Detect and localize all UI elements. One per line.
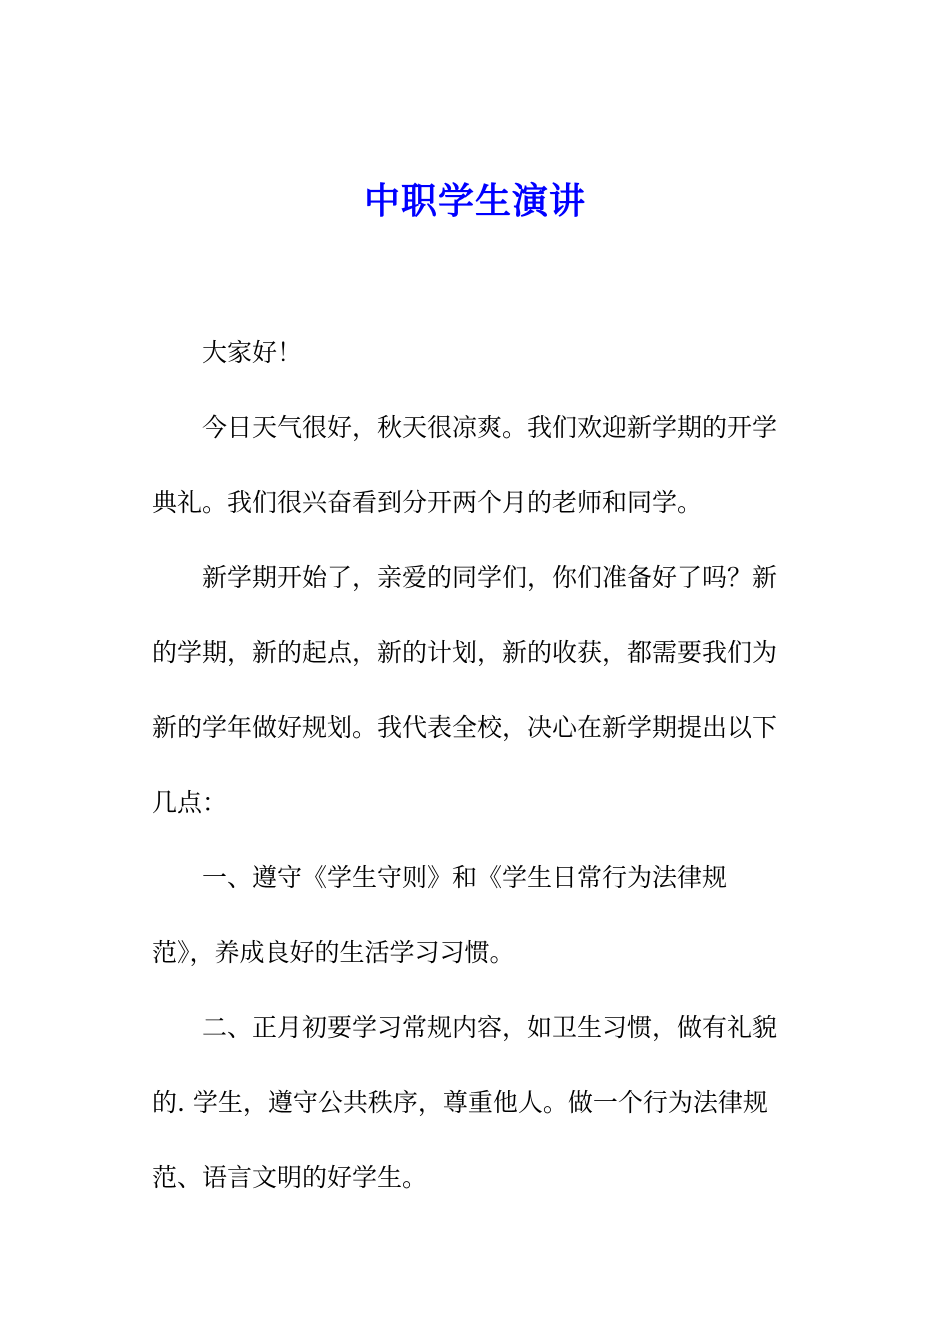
paragraph-line: 今日天气很好，秋天很凉爽。我们欢迎新学期的开学	[202, 413, 778, 442]
paragraph-line: 几点：	[152, 788, 228, 817]
paragraph-line: 典礼。我们很兴奋看到分开两个月的老师和同学。	[152, 488, 703, 517]
paragraph-line: 的. 学生，遵守公共秩序，尊重他人。做一个行为法律规	[152, 1088, 768, 1117]
paragraph-line: 二、正月初要学习常规内容，如卫生习惯，做有礼貌	[202, 1013, 778, 1042]
paragraph-line: 的学期，新的起点，新的计划，新的收获，都需要我们为	[152, 638, 778, 667]
paragraph-line: 范、语言文明的好学生。	[152, 1163, 428, 1192]
greeting-line: 大家好！	[202, 338, 303, 367]
paragraph-line: 一、遵守《学生守则》和《学生日常行为法律规	[202, 863, 728, 892]
paragraph-line: 范》，养成良好的生活学习习惯。	[152, 938, 515, 967]
page-title: 中职学生演讲	[363, 181, 586, 222]
paragraph-line: 新学期开始了，亲爱的同学们，你们准备好了吗？新	[202, 563, 778, 592]
paragraph-line: 新的学年做好规划。我代表全校，决心在新学期提出以下	[152, 713, 778, 742]
speech-body	[152, 315, 792, 1215]
